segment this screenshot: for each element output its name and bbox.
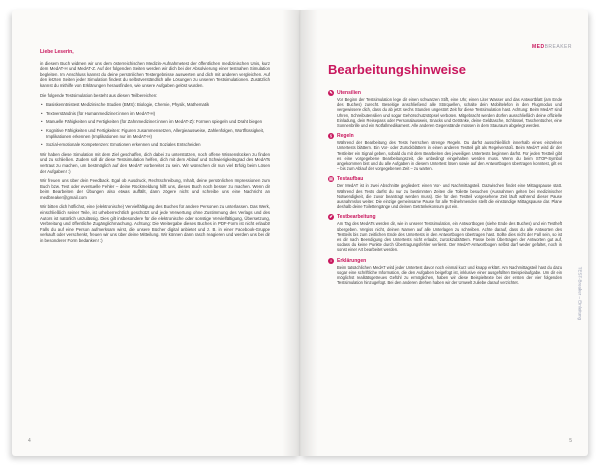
section-testbearbeitung <box>328 214 562 252</box>
instruction-sections <box>328 90 562 290</box>
sidebar-label: TEST-Breaker – Einleitung <box>577 266 582 320</box>
info-icon: i <box>328 258 334 264</box>
section-heading: Testaufbau <box>337 176 364 183</box>
page-number-left: 4 <box>28 438 31 444</box>
section-body: Beim tatsächlichen MedAT wird jeder Untertest davor noch einmal kurz und knapp erklärt. Am Nachmittagsteil hast du dazu sogar eine schriftliche Information, die den Aufgaben beigefügt ist, inklusive einer ausgefüllten Beispielaufgabe. Um dir ein möglichst realitätsgetreues Gefühl zu ermöglichen, haben wir diese Beispieltexte bei der ersten der vier folgenden Testsimulation hinzugefügt. Bei den anderen drehen haben wir der Umwelt zuliebe darauf verzichtet. <box>337 264 562 286</box>
section-heading: Regeln <box>337 133 354 140</box>
rules-icon: § <box>329 133 333 139</box>
structure-icon: ▤ <box>329 176 333 182</box>
page-title: Bearbeitungshinweise <box>328 62 466 77</box>
copyright-paragraph: Wir bitten dich höflichst, eine (elektronische) Vervielfältigung des Buches für andere Personen zu unterlassen. Das Werk, einschließlich seiner Teile, ist urheberrechtlich geschützt und jede Verwertung ohne Zustimmung des Verlags und des Autors ist natürlich unzulässig. Dies gilt insbesondere für die elektronische oder sonstige Vervielfältigung, Übersetzung, Verbreitung und öffentliche Zugänglichmachung. Achtung: Die Weitergabe dieses Buches in PDF-Form ist nicht erlaubt! Falls du auf eine Person aufmerksam wirst, die unsere Bücher digital anbietet und z. B. in einer Facebook-Gruppe verkauft oder verschenkt, freuen wir uns über deine Mitteilung. Wir können dann rasch reagieren und werden uns bei dir in besonderer Form bedanken! :) <box>40 204 270 244</box>
left-page-content <box>40 50 270 248</box>
section-body: Der MedAT ist in zwei Abschnitte gegliedert: einen Vor- und Nachmittagsteil. Dazwischen findet eine Mittagspause statt. Während des Tests darfst du nur zu bestimmten Zeiten die Toilette besuchen (Ausnahmen gelten bei medizinischer Notwendigkeit, die zuvor beantragt werden muss). Die für den Testteil vorgesehene Zeit läuft während dieser Pause ausnahmslos weiter. Die einzige gemeinsame Pause für alle Teilnehmenden stellt die einstündige Mittagspause dar. Plane deshalb deine Toilettengänge und deinen Getränkekonsum gut ein. <box>337 183 562 210</box>
section-erklaerungen <box>328 258 562 286</box>
brand-prefix: MED <box>531 44 545 50</box>
section-list <box>46 102 270 148</box>
section-body: Vor Beginn der Testsimulation lege dir einen schwarzen Stift, eine Uhr, einen Liter Wasser und das Antwortblatt (am Ende des Buches) zurecht. Beseitige anschließend alle Störquellen, schalte dein Mobiltelefon in den Flugmodus und vergewissere dich, dass du ab jetzt sechs Stunden ungestört Zeit für diese Testsimulation hast. Achtung: Beim MedAT sind Uhren, Schreibutensilien und sogar Gehörschutzstöpsel verboten. Mitgebracht werden dürfen ausschließlich deine offizielle Einladung, dein Reisepass oder Personalausweis, Snacks und Getränke, deine Geldtasche, Schlüssel, Taschentücher, eine Sonnenbrille und ein Notfallmedikament. Alle anderen Gegenstände müssen in dem Stauraum abgelegt werden. <box>337 97 562 129</box>
section-heading: Erklärungen <box>337 257 367 264</box>
sections-intro: Die folgende Testsimulation besteht aus diesen Teilbereichen: <box>40 92 158 98</box>
section-regeln <box>328 133 562 171</box>
left-page <box>12 10 300 456</box>
list-item: • Basiskenntnistest Medizinische Studien (BMS): Biologie, Chemie, Physik, Mathematik <box>46 102 270 108</box>
page-number-right: 5 <box>569 438 572 444</box>
section-body: Am Tag des MedATs werden dir, wie in unserer Testsimulation, ein Antwortbogen (siehe Ende des Buches) und ein Testheft übergeben. Vergiss nicht, deinen Namen auf alle Unterlagen zu schreiben. Achte darauf, dass du alle Antworten des Testteils bis zum zeitlichen Ende des Untertests in den Antwortbogen übertragen hast. Sollte dies nicht der Fall sein, so ist es dir nach Beendigung des Untertests nicht erlaubt, zurückzublättern. Passe beim Übertragen der Antworten gut auf, sodass du keine Punkte durch Übertragungsfehler verlierst. Der MedAT-Antwortbogen selbst darf weder gefaltet, noch in sonst einer Art bearbeitet werden. <box>337 221 562 253</box>
list-item: • Sozial-emotionale Kompetenzen: Emotionen erkennen und Soziales Entscheiden <box>46 142 270 148</box>
section-heading: Utensilien <box>337 90 361 96</box>
section-utensilien <box>328 90 562 128</box>
intro-paragraph: in diesem Buch widmen wir uns dem österreichischen Medizin-Aufnahmetest der öffentlichen medizinischen Unis, kurz dem MedAT-H und MedAT-Z. Auf der folgenden Seiten werden wir dich bei der Absolvierung einer testnahen Simulation begleiten. Im Anschluss kannst du deine persönlichen Testergebnisse auswerten und dich mit anderen vergleichen. Auf den letzten Seiten jeder Simulation findest du selbstverständlich alle Lösungen zu unseren Testsimulationen. Zusätzlich kannst du mithilfe von Erklärungen herausfinden, wie unsere Aufgaben gelöst wurden. <box>40 60 270 88</box>
list-item: • Textverständnis (für Humanmediziner:innen im MedAT-H) <box>46 111 270 117</box>
section-testaufbau <box>328 176 562 209</box>
section-body: Während der Bearbeitung des Tests herrschen strenge Regeln. Du darfst ausschließlich innerhalb eines einzelnen Untertests blättern. Ein Vor- oder Zurückblättern in einen anderen Testteil gilt als Regelverstoß. Beim MedAT wird dir der Testleiter ein Signal geben, sobald du mit dem Bearbeiten des jeweiligen Untertests beginnen darfst. Für jeden Testteil gibt es eine vorgegebene Bearbeitungszeit, die unbedingt eingehalten werden muss. Wenn du beim STOP-Symbol angekommen bist und du alle Aufgaben in diesem Untertest lösen sowie auf den Antwortbogen übertragen konntest, gilt es – bis zum Ablauf der vorgegebenen Zeit – zu warten. <box>337 140 562 172</box>
pencil-icon: ✎ <box>329 90 333 95</box>
brand-suffix: BREAKER <box>544 44 572 50</box>
edit-icon: ✐ <box>329 214 333 220</box>
section-heading: Testbearbeitung <box>337 214 376 221</box>
list-item: • Kognitive Fähigkeiten und Fertigkeiten: Figuren zusammensetzen, Allergieausweise, Zahlenfolgen, Wortflüssigkeit, Implikationen erkennen (Implikationen nur im MedAT-H) <box>46 128 270 139</box>
feedback-paragraph: Wir freuen uns über dein Feedback. Egal ob Ausdruck, Rechtschreibung, Inhalt, deine persönlichen Impressionen zum Buch bzw. Test oder eventuelle Fehler – deine Rückmeldung hilft uns, dieses Buch noch besser zu machen. Wenn dir beim Bearbeiten der Übungen also etwas auffällt, dann zögere nicht und schreibe uns eine Nachricht an medbreaker@gmail.com <box>40 178 270 200</box>
book-spread <box>12 10 588 456</box>
brand-logo <box>532 44 572 50</box>
salutation: Liebe Leserin, <box>40 49 74 55</box>
goal-paragraph: Wir haben diese Simulation mit dem Ziel geschaffen, dich dabei zu unterstützen, noch offene Wissenslücken zu finden und zu schließen. Zudem soll dir diese Testsimulation helfen, dich mit dem Ablauf und Schwierigkeitsgrad des MedATs vertraut zu machen, um bestmöglich auf den MedAT vorbereitet zu sein. Wir wünschen dir nun viel Erfolg beim Lösen der Aufgaben! :) <box>40 151 270 174</box>
list-item: • Manuelle Fähigkeiten und Fertigkeiten (für Zahnmediziner:innen im MedAT-Z): Formen spiegeln und Draht biegen <box>46 119 270 125</box>
right-page <box>300 10 588 456</box>
